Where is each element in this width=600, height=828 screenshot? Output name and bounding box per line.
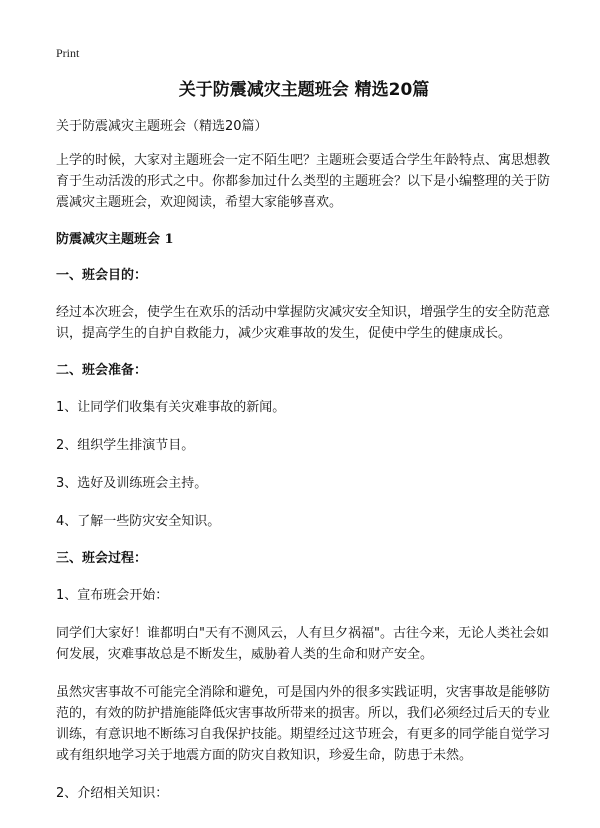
document-subtitle: 关于防震减灾主题班会（精选20篇） <box>56 119 268 134</box>
section-heading-purpose: 一、班会目的： <box>56 268 148 283</box>
part-heading: 防震减灾主题班会 1 <box>56 232 174 247</box>
intro-paragraph: 上学的时候，大家对主题班会一定不陌生吧？主题班会要适合学生年龄特点、寓思想教育于生动活泼的形式之中。你都参加过什么类型的主题班会？以下是小编整理的关于防震减灾主题班会，欢迎阅读，希望大家能够喜欢。 <box>56 153 551 210</box>
list-item: 3、选好及训练班会主持。 <box>56 476 208 491</box>
section-heading-process: 三、班会过程： <box>56 551 148 566</box>
process-paragraph: 虽然灾害事故不可能完全消除和避免，可是国内外的很多实践证明，灾害事故是能够防范的，有效的防护措施能降低灾害事故所带来的损害。所以，我们必须经过后天的专业训练，有意识地不断练习自我保护技能。期望经过这节班会，有更多的同学能自觉学习或有组织地学习关于地震方面的防灾自救知识，珍爱生命，防患于未然。 <box>56 685 551 763</box>
process-step: 2、介绍相关知识： <box>56 786 169 801</box>
document-title: 关于防震减灾主题班会 精选20篇 <box>178 80 430 100</box>
list-item: 2、组织学生排演节目。 <box>56 438 195 453</box>
list-item: 4、了解一些防灾安全知识。 <box>56 514 221 529</box>
document-body <box>56 78 552 821</box>
section-heading-preparation: 二、班会准备： <box>56 363 148 378</box>
process-step: 1、宣布班会开始： <box>56 588 169 603</box>
process-paragraph: 同学们大家好！谁都明白"天有不测风云，人有旦夕祸福"。古往今来，无论人类社会如何发展，灾难事故总是不断发生，威胁着人类的生命和财产安全。 <box>56 626 549 662</box>
purpose-paragraph: 经过本次班会，使学生在欢乐的活动中掌握防灾减灾安全知识，增强学生的安全防范意识，提高学生的自护自救能力，减少灾难事故的发生，促使中学生的健康成长。 <box>56 305 551 341</box>
list-item: 1、让同学们收集有关灾难事故的新闻。 <box>56 400 286 415</box>
print-label: Print <box>56 46 80 60</box>
